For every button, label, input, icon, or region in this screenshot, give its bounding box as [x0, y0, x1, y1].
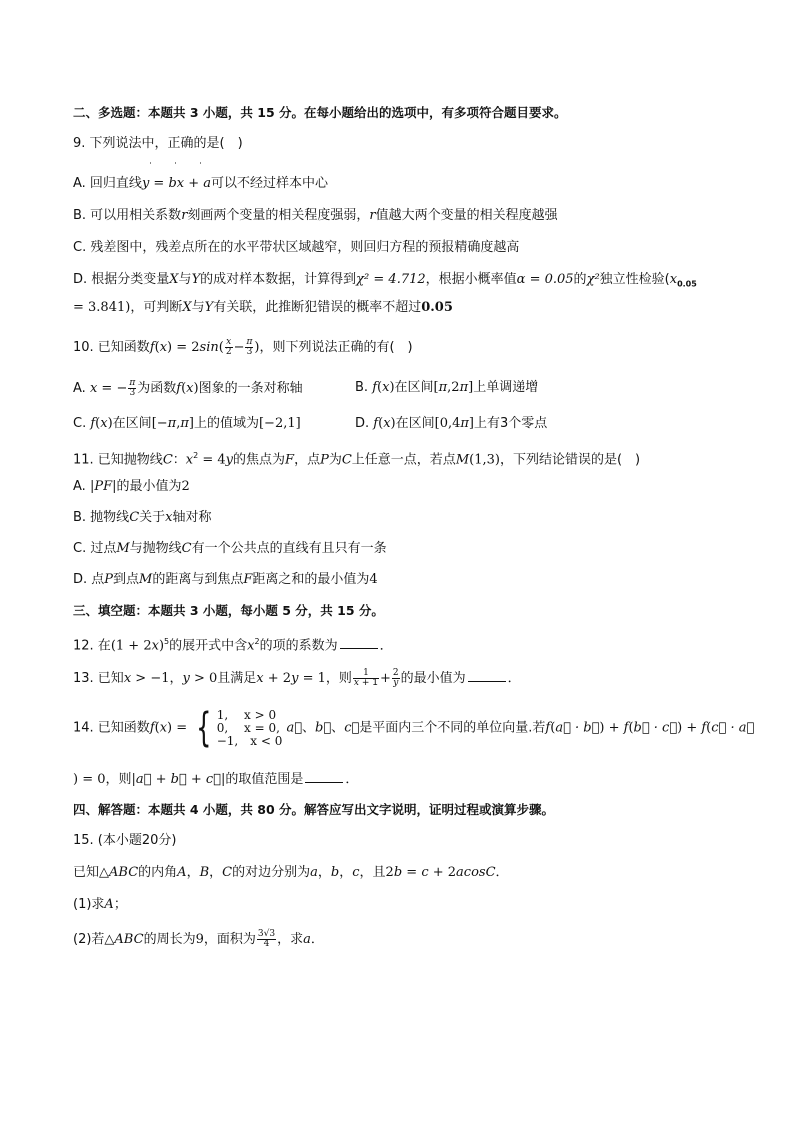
- q14-line2: ) = 0，则|a⃗ + b⃗ + c⃗|的取值范围是 ．: [73, 772, 359, 787]
- q11-option-b: B. 抛物线C关于x轴对称: [73, 510, 212, 525]
- q9-stem: 9. 下列说法中，正确的是( ): [73, 136, 243, 151]
- q10-option-a: A. x = − $\frac{\pi}{3}$ 为函数f(x)图象的一条对称轴: [73, 378, 303, 398]
- q9-option-b: B. 可以用相关系数r刻画两个变量的相关程度强弱，r值越大两个变量的相关程度越强: [73, 208, 558, 223]
- section-3-title: 三、填空题：本题共 3 小题，每小题 5 分，共 15 分。: [73, 603, 384, 618]
- q15-stem: 已知△ABC的内角A，B，C的对边分别为a，b，c，且2b = c + 2acosC．: [73, 865, 509, 880]
- hat-marks: ˙˙˙: [148, 162, 223, 173]
- answer-blank[interactable]: [340, 636, 378, 649]
- q9-option-c: C. 残差图中，残差点所在的水平带状区域越窄，则回归方程的预报精确度越高: [73, 240, 520, 255]
- q9-option-d-line1: D. 根据分类变量X与Y的成对样本数据，计算得到χ² = 4.712，根据小概率值α = 0.05的χ²独立性检验($x_{0.05}$: [73, 272, 697, 289]
- answer-blank[interactable]: [305, 770, 343, 783]
- answer-blank[interactable]: [468, 669, 506, 682]
- q10-option-c: C. f(x)在区间[−π,π]上的值域为[−2,1]: [73, 416, 301, 431]
- q10-stem: 10. 已知函数f(x) = 2sin( $\frac{x}{2}$ − $\frac{\pi}{3}$ )，则下列说法正确的有( ): [73, 337, 413, 357]
- q12: 12. 在$(1 + 2x)^5$的展开式中含$x^2$的项的系数为 ．: [73, 637, 393, 654]
- q9-option-a: A. 回归直线y = bx + a可以不经过样本中心: [73, 176, 329, 191]
- section-4-title: 四、解答题：本题共 4 小题，共 80 分。解答应写出文字说明，证明过程或演算步骤。: [73, 802, 555, 817]
- section-2-title: 二、多选题：本题共 3 小题，共 15 分。在每小题给出的选项中，有多项符合题目要求。: [73, 105, 567, 120]
- q15-head: 15. (本小题20分): [73, 833, 177, 848]
- q15-part-1: (1)求A；: [73, 897, 127, 912]
- q11-option-c: C. 过点M与抛物线C有一个公共点的直线有且只有一条: [73, 541, 387, 556]
- q9-option-d-line2: = 3.841)，可判断X与Y有关联，此推断犯错误的概率不超过0.05: [73, 300, 453, 315]
- q10-option-b: B. f(x)在区间[π,2π]上单调递增: [355, 380, 539, 395]
- q14-line1: 14. 已知函数f(x) = { 1, x > 0 0, x = 0, −1, x < 0 a⃗、b⃗、c⃗是平面内三个不同的单位向量.若f(a⃗ · b⃗) + f(b⃗ · c⃗) + f(c⃗ · a⃗: [73, 705, 755, 751]
- q11-option-a: A. |PF|的最小值为2: [73, 479, 190, 494]
- q13: 13. 已知x > −1，y > 0且满足x + 2y = 1，则 $\frac{1}{x + 1}$ + $\frac{2}{y}$ 的最小值为 ．: [73, 668, 521, 688]
- q15-part-2: (2)若△ABC的周长为9，面积为 $\frac{3√3}{4}$ ，求a．: [73, 929, 324, 949]
- q11-option-d: D. 点P到点M的距离与到焦点F距离之和的最小值为4: [73, 572, 378, 587]
- q10-option-d: D. f(x)在区间[0,4π]上有3个零点: [355, 416, 548, 431]
- q11-stem: 11. 已知抛物线C：$x^2 = 4y$的焦点为F，点P为C上任意一点，若点M(1,3)，下列结论错误的是( ): [73, 451, 641, 468]
